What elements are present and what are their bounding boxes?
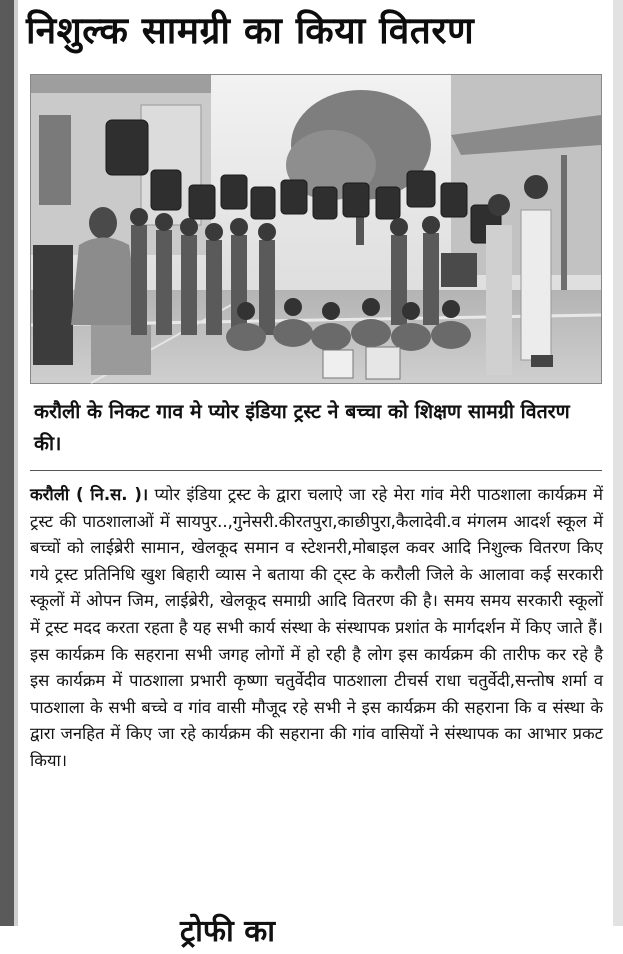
page-left-border-inner <box>14 0 18 926</box>
caption-divider <box>30 470 602 471</box>
article-body <box>30 482 603 775</box>
page-left-border <box>0 0 14 926</box>
article-text: प्योर इंडिया ट्रस्ट के द्वारा चलाऐ जा रहे मेरा गांव मेरी पाठशाला कार्यक्रम में ट्रस्ट की पाठशालाओं में सायपुर..,गुनेसरी.कीरतपुरा,काछीपुरा,कैलादेवी.व मंगलम आदर्श स्कूल में बच्चों को लाईब्रेरी सामान, खेलकूद समान व स्टेशनरी,मोबाइल कवर आदि निशुल्क वितरण किए गये ट्रस्ट प्रतिनिधि खुश बिहारी व्यास ने बताया की ट्स्ट के करौली जिले के आलावा कई सरकारी स्कूलों में ओपन जिम, लाईब्रेरी, खेलकूद समाग्री आदि वितरण की है। समय समय सरकारी स्कूलों में ट्रस्ट मदद करता रहता है यह सभी कार्य संस्था के संस्थापक प्रशांत के मार्गदर्शन में किए जाते हैं। इस कार्यक्रम कि सहराना सभी जगह लोगों में हो रही है लोग इस कार्यक्रम की तारीफ कर रहे है इस कार्यक्रम में पाठशाला प्रभारी कृष्णा चतुर्वेदीव पाठशाला टीचर्स राधा चतुर्वेदी,सन्तोष शर्मा व पाठशाला के सभी बच्चे व गांव वासी मौजूद रहे सभी ने इस कार्यक्रम की सहराना कि व संस्था के द्वारा जनहित में किए जा रहे कार्यक्रम की सहराना की गांव वासियों ने संस्थापक का आभार प्रकट किया। <box>30 485 603 770</box>
photo-caption: करौली के निकट गाव मे प्योर इंडिया ट्रस्ट ने बच्चा को शिक्षण सामग्री वितरण की। <box>34 400 570 455</box>
news-photo-illustration <box>31 75 601 383</box>
headline: निशुल्क सामग्री का किया वितरण <box>26 9 475 52</box>
article-dateline: करौली ( नि.स. )। <box>30 485 149 504</box>
news-photo <box>30 74 602 384</box>
page-right-border <box>613 0 623 926</box>
next-headline-fragment: ट्रोफी का <box>180 914 276 949</box>
